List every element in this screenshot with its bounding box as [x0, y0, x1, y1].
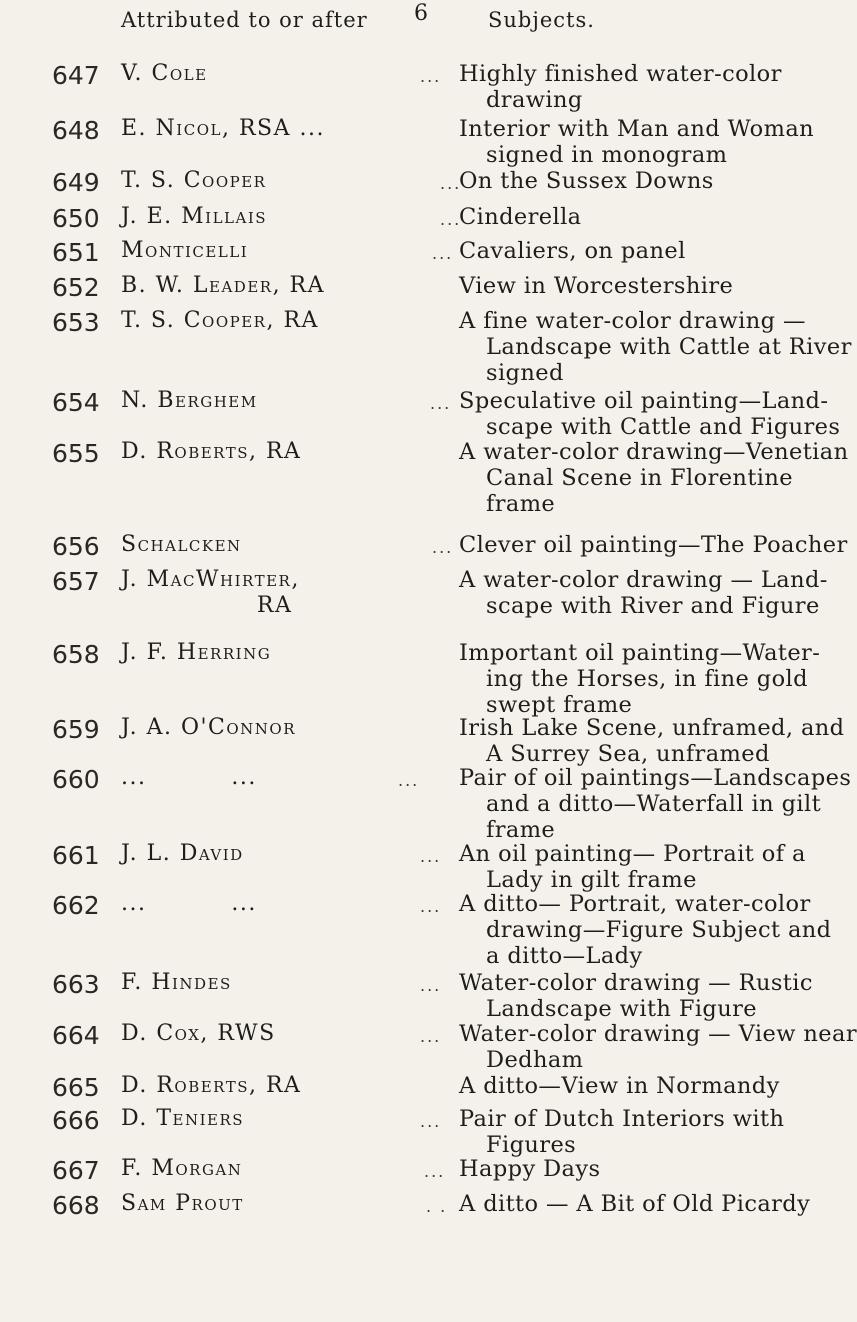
subject-line: Cavaliers, on panel: [459, 238, 686, 264]
lot-subject: [459, 567, 828, 619]
artist-name: J. E. Millais: [121, 204, 268, 229]
subject-line: Landscape with Cattle at River: [486, 334, 852, 360]
lot-number: 659: [52, 715, 100, 744]
subject-line: Canal Scene in Florentine: [486, 465, 793, 491]
lot-number: 658: [52, 640, 100, 669]
lot-subject: [459, 1191, 811, 1217]
subject-line: Water-color drawing — Rustic: [459, 970, 813, 996]
leader-dots: ...: [440, 174, 462, 193]
lot-subject: [459, 891, 832, 969]
subject-line: View in Worcestershire: [459, 273, 734, 299]
lot-subject: [459, 204, 789, 230]
lot-number: 661: [52, 841, 100, 870]
artist-name: Monticelli: [121, 238, 249, 263]
lot-subject: [459, 970, 813, 1022]
leader-dots: ...: [420, 67, 442, 86]
lot-number: 667: [52, 1156, 100, 1185]
leader-dots: ...: [432, 538, 454, 557]
subject-line: swept frame: [486, 692, 633, 718]
artist-name: F. Hindes: [121, 970, 232, 995]
subject-line: drawing: [486, 87, 583, 113]
lot-number: 652: [52, 273, 100, 302]
lot-subject: [459, 168, 789, 194]
lot-number: 657: [52, 567, 100, 596]
lot-subject: [459, 61, 789, 113]
subject-line: Interior with Man and Woman: [459, 116, 815, 142]
subject-line: A water-color drawing—Venetian: [459, 439, 849, 465]
lot-subject: [459, 308, 852, 386]
subject-line: frame: [486, 491, 556, 517]
lot-number: 655: [52, 439, 100, 468]
lot-number: 666: [52, 1106, 100, 1135]
subject-line: Pair of oil paintings—Landscapes: [459, 765, 852, 791]
leader-dots: ...: [440, 210, 462, 229]
subject-line: Pair of Dutch Interiors with: [459, 1106, 785, 1132]
subjects-column-heading: Subjects.: [488, 8, 595, 32]
artist-name: J. A. O'Connor: [121, 715, 297, 740]
subject-line: On the Sussex Downs: [459, 168, 714, 194]
lot-number: 647: [52, 61, 100, 90]
lot-number: 660: [52, 765, 100, 794]
lot-number: 651: [52, 238, 100, 267]
subject-line: Highly finished water-color: [459, 61, 782, 87]
artist-name: N. Berghem: [121, 388, 258, 413]
lot-number: 650: [52, 204, 100, 233]
leader-dots: ...: [420, 847, 442, 866]
leader-dots: ...: [420, 897, 442, 916]
subject-line: A fine water-color drawing —: [459, 308, 806, 334]
lot-number: 668: [52, 1191, 100, 1220]
lot-number: 662: [52, 891, 100, 920]
subject-line: Figures: [486, 1132, 577, 1158]
subject-line: Important oil painting—Water-: [459, 640, 821, 666]
subject-line: A Surrey Sea, unframed: [486, 741, 770, 767]
artist-name: D. Roberts, RA: [121, 1073, 302, 1098]
lot-subject: [459, 715, 845, 767]
subject-line: Happy Days: [459, 1156, 601, 1182]
attribution-column-heading: Attributed to or after: [121, 8, 368, 32]
subject-line: a ditto—Lady: [486, 943, 643, 969]
subject-line: A ditto— Portrait, water-color: [459, 891, 811, 917]
artist-name: T. S. Cooper: [121, 168, 267, 193]
artist-name: F. Morgan: [121, 1156, 243, 1181]
leader-dots: ...: [420, 976, 442, 995]
subject-line: scape with Cattle and Figures: [486, 414, 841, 440]
artist-name: T. S. Cooper, RA: [121, 308, 319, 333]
lot-number: 663: [52, 970, 100, 999]
artist-name: Sam Prout: [121, 1191, 244, 1216]
subject-line: scape with River and Figure: [486, 593, 820, 619]
artist-name: D. Cox, RWS: [121, 1021, 276, 1046]
lot-number: 664: [52, 1021, 100, 1050]
artist-name: V. Cole: [121, 61, 208, 86]
leader-dots: ...: [430, 394, 452, 413]
lot-subject: [459, 439, 849, 517]
lot-subject: [459, 765, 852, 843]
leader-dots: ...: [420, 1112, 442, 1131]
lot-number: 649: [52, 168, 100, 197]
leader-dots: ...: [398, 771, 420, 790]
subject-line: Clever oil painting—The Poacher: [459, 532, 848, 558]
subject-line: and a ditto—Waterfall in gilt: [486, 791, 822, 817]
artist-name: Schalcken: [121, 532, 242, 557]
lot-number: 665: [52, 1073, 100, 1102]
subject-line: ing the Horses, in fine gold: [486, 666, 808, 692]
subject-line: Cinderella: [459, 204, 582, 230]
subject-line: frame: [486, 817, 556, 843]
artist-name: J. F. Herring: [121, 640, 272, 665]
subject-line: An oil painting— Portrait of a: [459, 841, 806, 867]
subject-line: Water-color drawing — View near: [459, 1021, 857, 1047]
lot-subject: [459, 1021, 857, 1073]
artist-name: J. MacWhirter, RA: [121, 567, 300, 618]
subject-line: signed: [486, 360, 564, 386]
lot-subject: [459, 388, 841, 440]
artist-name: E. Nicol, RSA ...: [121, 116, 325, 141]
subject-line: Dedham: [486, 1047, 584, 1073]
lot-subject: [459, 1073, 789, 1099]
leader-dots: ...: [432, 244, 454, 263]
lot-subject: [459, 273, 789, 299]
lot-subject: [459, 1106, 789, 1158]
artist-name: D. Teniers: [121, 1106, 245, 1131]
lot-subject: [459, 116, 815, 168]
page-number: 6: [414, 1, 428, 26]
subject-line: Lady in gilt frame: [486, 867, 697, 893]
lot-subject: [459, 532, 848, 558]
leader-dots: . .: [426, 1197, 448, 1216]
lot-number: 653: [52, 308, 100, 337]
lot-number: 648: [52, 116, 100, 145]
lot-number: 654: [52, 388, 100, 417]
leader-dots: ...: [424, 1162, 446, 1181]
subject-line: drawing—Figure Subject and: [486, 917, 832, 943]
lot-subject: [459, 640, 821, 718]
subject-line: Irish Lake Scene, unframed, and: [459, 715, 845, 741]
subject-line: A ditto—View in Normandy: [459, 1073, 780, 1099]
lot-subject: [459, 238, 789, 264]
subject-line: signed in monogram: [486, 142, 728, 168]
artist-name: D. Roberts, RA: [121, 439, 302, 464]
subject-line: A water-color drawing — Land-: [459, 567, 828, 593]
subject-line: A ditto — A Bit of Old Picardy: [459, 1191, 811, 1217]
artist-name: J. L. David: [121, 841, 244, 866]
lot-subject: [459, 841, 806, 893]
artist-name: B. W. Leader, RA: [121, 273, 326, 298]
leader-dots: ...: [420, 1027, 442, 1046]
subject-line: Speculative oil painting—Land-: [459, 388, 829, 414]
subject-line: Landscape with Figure: [486, 996, 757, 1022]
artist-name: ... ...: [121, 765, 257, 790]
artist-name: ... ...: [121, 891, 257, 916]
lot-subject: [459, 1156, 789, 1182]
lot-number: 656: [52, 532, 100, 561]
